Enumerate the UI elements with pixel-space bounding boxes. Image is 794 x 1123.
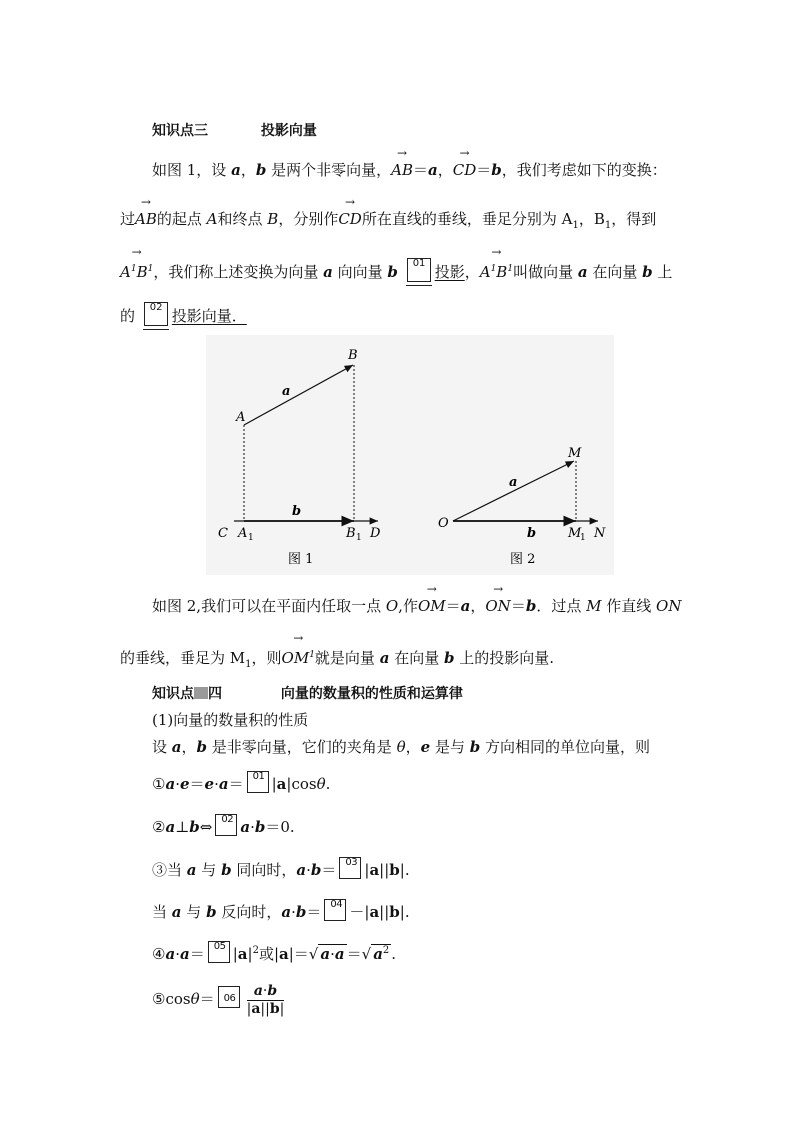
label-A1-sub: 1 (248, 533, 254, 543)
property-4: ④a·a＝ 05 $|a|^2$或|a|＝√ a·a ＝√ $a^2$ . (152, 941, 396, 964)
blank-number: 05 (213, 941, 226, 952)
answer-blank-05[interactable] (208, 941, 230, 963)
subheading-properties (152, 710, 308, 730)
text: 向向量 (332, 263, 388, 281)
answer-blank-01[interactable] (407, 258, 431, 282)
heading-title: 向量的数量积的性质和运算律 (280, 686, 463, 702)
text: ，我们考虑如下的变换： (501, 161, 667, 179)
text: 就是向量 (314, 649, 380, 667)
heading-label: 知识点三 (152, 123, 208, 139)
blank-number: 01 (412, 258, 426, 269)
blank-number: 03 (345, 857, 358, 868)
text: 如图 1，设 (152, 161, 232, 179)
text: ，得到 (611, 210, 657, 228)
text: 在向量 (587, 263, 643, 281)
text: 的 (120, 307, 136, 325)
answer-text: 投影向量． (171, 307, 247, 325)
text: 在向量 (389, 649, 444, 667)
properties-intro: 设 a，b 是非零向量，它们的夹角是 θ，e 是与 b 方向相同的单位向量，则 (152, 738, 650, 756)
property-1: ①a·e＝e·a＝ 01 |a|cosθ. (152, 771, 330, 794)
answer-text: 投影 (434, 263, 465, 281)
text: 的垂线，垂足为 M (120, 649, 246, 667)
text: 的起点 (156, 210, 207, 228)
text: ，分别作 (278, 210, 339, 228)
text: 和终点 (217, 210, 268, 228)
text: 设 (152, 738, 172, 756)
figure-1-caption: 图 1 (288, 552, 314, 567)
text: ．过点 (536, 597, 587, 615)
label-M1: M (568, 526, 582, 541)
text: 上的投影向量. (454, 649, 555, 667)
text: ，则 (251, 649, 282, 667)
section-heading-4 (152, 684, 463, 704)
text: ，我们称上述变换为向量 (153, 263, 324, 281)
label-B1-sub: 1 (356, 533, 362, 543)
text: 上 (652, 263, 673, 281)
fraction: $\frac{a\cdot b}{|a||b|}$ (246, 982, 285, 1017)
paragraph-line-5: 如图 2,我们可以在平面内任取一点 O,作→ OM＝a，→ ON＝b．过点 M 作直线 ON (152, 596, 681, 616)
text: 是非零向量，它们的夹角是 (207, 738, 397, 756)
heading-label: 知识点 (152, 686, 194, 702)
paragraph-line-3: → $A^1B^1$，我们称上述变换为向量 a 向向量 b 01 投影，→ $A^1B^1$叫做向量 a 在向量 b 上 (120, 258, 672, 282)
text: 如图 2,我们可以在平面内任取一点 (152, 597, 386, 615)
text: ， (405, 738, 421, 756)
property-2: ②a⊥b⇔ 02 a·b＝0. (152, 814, 295, 837)
paragraph-line-6: 的垂线，垂足为 $M_1$，则→ $OM^1$就是向量 a 在向量 b 上的投影向量. (120, 645, 554, 675)
answer-blank-01[interactable] (247, 771, 269, 793)
text: 方向相同的单位向量，则 (480, 738, 650, 756)
redaction-block (194, 687, 208, 699)
answer-blank-06[interactable] (218, 986, 240, 1008)
text: ① (152, 775, 166, 793)
property-3: ③当 a 与 b 同向时，a·b＝ 03 |a||b|. (152, 857, 410, 880)
label-M: M (568, 446, 582, 461)
answer-blank-03[interactable] (339, 857, 361, 879)
figure-background (206, 335, 614, 575)
answer-blank-02[interactable] (215, 814, 237, 836)
label-B1: B (346, 526, 356, 541)
blank-number: 02 (221, 814, 234, 825)
label-M1-sub: 1 (580, 533, 586, 543)
blank-number: 02 (149, 302, 163, 313)
answer-blank-02[interactable] (144, 302, 168, 326)
label-A1: A (238, 526, 248, 541)
label-vec-a: a (509, 475, 518, 490)
paragraph-line-4 (120, 302, 247, 326)
paragraph-line-2: 过→ AB的起点 A和终点 B，分别作→ CD所在直线的垂线，垂足分别为 $A_1$，$B_1$，得到 (120, 209, 656, 236)
property-5: ⑤cosθ＝ 06 $\frac{a\cdot b}{|a||b|}$ (152, 982, 285, 1017)
label-C: C (218, 526, 228, 541)
text: ，B (578, 210, 605, 228)
label-O: O (438, 516, 449, 531)
text: ④ (152, 945, 166, 963)
text: 是两个非零向量， (266, 161, 392, 179)
label-vec-b: b (527, 526, 537, 541)
blank-number: 04 (330, 899, 343, 910)
text: 所在直线的垂线，垂足分别为 A (361, 210, 573, 228)
text: (1)向量的数量积的性质 (152, 711, 309, 729)
text: ,作 (398, 597, 418, 615)
blank-number: 01 (252, 771, 265, 782)
figure-2-caption: 图 2 (510, 552, 536, 567)
text: 作直线 (601, 597, 657, 615)
text: 叫做向量 (513, 263, 578, 281)
heading-label-2: 四 (208, 686, 222, 702)
section-heading-3 (152, 121, 317, 141)
text: 是与 (430, 738, 470, 756)
paragraph-line-1: 如图 1，设 a，b 是两个非零向量，→ AB＝a，→ CD＝b，我们考虑如下的变换： (152, 160, 667, 180)
property-3b: 当 a 与 b 反向时，a·b＝ 04 －|a||b|. (152, 899, 410, 922)
label-vec-b: b (292, 504, 302, 519)
heading-title: 投影向量 (260, 123, 317, 139)
text: 过 (120, 210, 136, 228)
projection-figures (0, 335, 794, 585)
text: ③当 (152, 861, 187, 879)
answer-blank-04[interactable] (324, 899, 346, 921)
text: ② (152, 818, 166, 836)
label-vec-a: a (282, 384, 291, 399)
text: 当 (152, 903, 172, 921)
label-N: N (594, 526, 606, 541)
label-B: B (348, 348, 358, 363)
label-D: D (370, 526, 381, 541)
text: ⑤cos (152, 990, 191, 1008)
label-A: A (236, 410, 246, 425)
blank-number: 06 (223, 993, 236, 1004)
